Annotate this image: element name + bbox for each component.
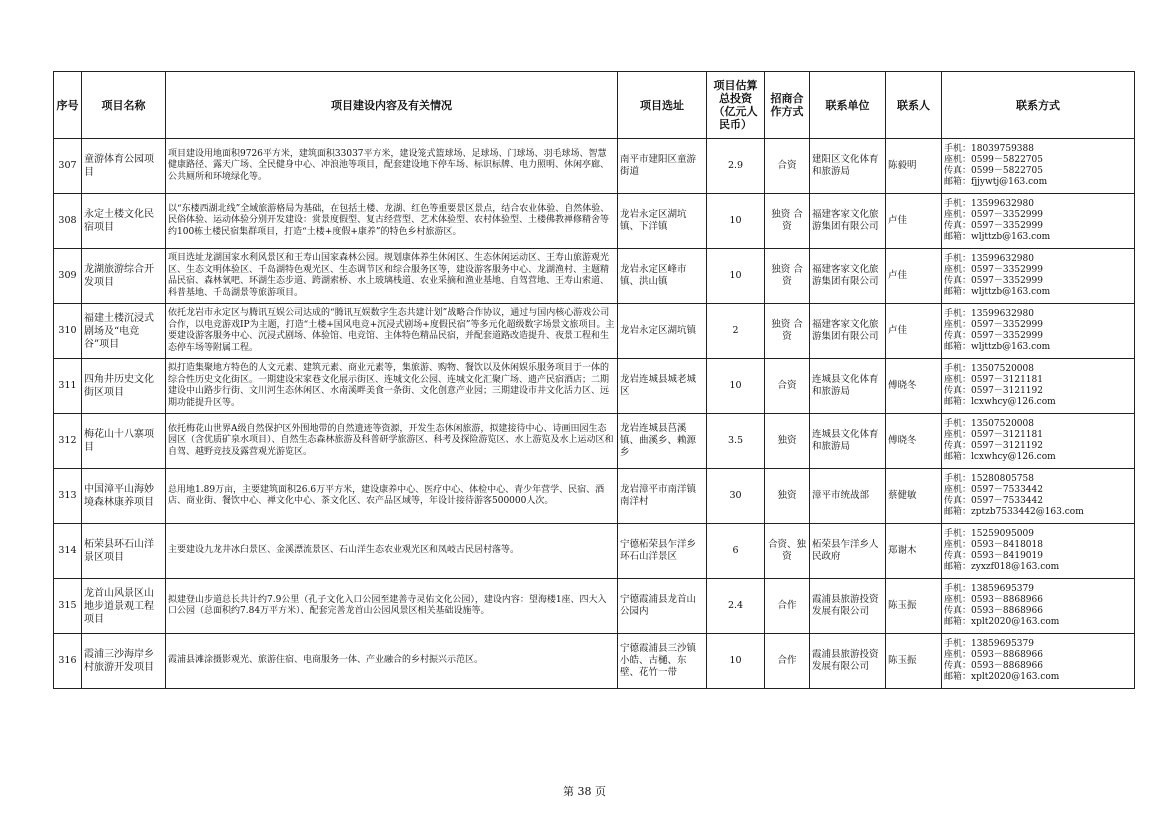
cell-no: 311 xyxy=(54,359,82,414)
cell-person: 陈玉振 xyxy=(886,579,942,634)
cell-unit: 福建客家文化旅游集团有限公司 xyxy=(810,304,886,359)
cell-contact xyxy=(942,634,1135,689)
contact-phone: 手机：13599632980 xyxy=(944,199,1034,209)
cell-person: 蔡健敏 xyxy=(886,469,942,524)
contact-phone: 手机：13507520008 xyxy=(944,419,1034,429)
contact-tel: 座机：0599－5822705 xyxy=(944,155,1043,165)
cell-content: 项目建设用地面积9726平方米，建筑面积33037平方米，建设笼式篮球场、足球场、门球场、羽毛球场、智慧健康路径、露天广场、全民健身中心、冲浪池等项目，配套建设地下停车场、标识标牌、电力照明、休闲亭廊、公共厕所和环境绿化等。 xyxy=(166,139,618,194)
cell-unit: 福建客家文化旅游集团有限公司 xyxy=(810,194,886,249)
cell-unit: 霞浦县旅游投资发展有限公司 xyxy=(810,579,886,634)
cell-location: 龙岩永定区峰市镇、洪山镇 xyxy=(618,249,707,304)
cell-investment: 10 xyxy=(707,249,765,304)
cell-mode: 独资 合资 xyxy=(765,304,810,359)
cell-person: 陈玉振 xyxy=(886,634,942,689)
cell-location: 宁德霞浦县三沙镇小皓、古樋、东壁、花竹一带 xyxy=(618,634,707,689)
cell-name: 四角井历史文化街区项目 xyxy=(82,359,166,414)
cell-investment: 6 xyxy=(707,524,765,579)
cell-content: 拟建登山步道总长共计约7.9公里（孔子文化入口公园至建善寺灵佑文化公园），建设内容：望海楼1座、四大入口公园（总面积约7.84万平方米）、配套完善龙首山公园风景区相关基础设施等。 xyxy=(166,579,618,634)
contact-email: 邮箱：xplt2020@163.com xyxy=(944,617,1060,627)
cell-content: 拟打造集聚地方特色的人文元素、建筑元素、商业元素等，集旅游、购物、餐饮以及休闲娱乐服务项目于一体的综合性历史文化街区。一期建设宋家巷文化展示街区、连城文化公园、连城文化汇聚广场、遗产民宿酒店；二期建设中山路步行街、文川河生态休闲区、水南溪畔美食一条街、文化创意产业园；三期建设市井文化活力区、远期功能提升区等。 xyxy=(166,359,618,414)
table-row xyxy=(54,304,1135,359)
cell-investment: 3.5 xyxy=(707,414,765,469)
cell-location: 南平市建阳区童游街道 xyxy=(618,139,707,194)
contact-tel: 座机：0597－7533442 xyxy=(944,485,1043,495)
cell-name: 童游体育公园项目 xyxy=(82,139,166,194)
contact-phone: 手机：15259095009 xyxy=(944,529,1034,539)
contact-phone: 手机：15280805758 xyxy=(944,474,1034,484)
table-row xyxy=(54,249,1135,304)
contact-phone: 手机：13599632980 xyxy=(944,309,1034,319)
cell-mode: 合作 xyxy=(765,579,810,634)
page-number: 第 38 页 xyxy=(563,785,606,798)
table-row xyxy=(54,194,1135,249)
cell-name: 中国漳平山海妙境森林康养项目 xyxy=(82,469,166,524)
cell-location: 龙岩连城县城老城区 xyxy=(618,359,707,414)
contact-fax: 传真：0597－3121192 xyxy=(944,441,1043,451)
contact-email: 邮箱：zptzb7533442@163.com xyxy=(944,507,1084,517)
cell-content: 总用地1.89万亩，主要建筑面积26.6万平方米，建设康养中心、医疗中心、体检中心、青少年营学、民宿、酒店、商业街、餐饮中心、禅文化中心、茶文化区、农产品区域等，年设计接待游客500000人次。 xyxy=(166,469,618,524)
contact-email: 邮箱：xplt2020@163.com xyxy=(944,672,1060,682)
header-name: 项目名称 xyxy=(82,72,166,139)
table-row xyxy=(54,359,1135,414)
cell-investment: 2 xyxy=(707,304,765,359)
cell-contact xyxy=(942,304,1135,359)
contact-fax: 传真：0597－7533442 xyxy=(944,496,1043,506)
cell-name: 龙首山风景区山地步道景观工程项目 xyxy=(82,579,166,634)
cell-person: 傅晓冬 xyxy=(886,414,942,469)
cell-no: 315 xyxy=(54,579,82,634)
table-row xyxy=(54,524,1135,579)
cell-no: 309 xyxy=(54,249,82,304)
contact-phone: 手机：13859695379 xyxy=(944,584,1034,594)
contact-fax: 传真：0597－3121192 xyxy=(944,386,1043,396)
cell-no: 312 xyxy=(54,414,82,469)
cell-person: 郑谢木 xyxy=(886,524,942,579)
cell-mode: 合作 xyxy=(765,634,810,689)
cell-content: 依托龙岩市永定区与腾讯互娱公司达成的“腾讯互娱数字生态共建计划”战略合作协议，通过与国内核心游戏公司合作，以电竞游戏IP为主题，打造“土楼+国风电竞+沉浸式剧场+度假民宿”等多元化超级数字场景文旅项目。主要建设游客服务中心、沉浸式剧场、体验馆、电竞馆、主体特色精品民宿，并配套道路改造提升、夜景工程和生态停车场等附属工程。 xyxy=(166,304,618,359)
cell-location: 龙岩永定区湖坑镇 xyxy=(618,304,707,359)
cell-name: 霞浦三沙海岸乡村旅游开发项目 xyxy=(82,634,166,689)
cell-no: 307 xyxy=(54,139,82,194)
table-row xyxy=(54,634,1135,689)
contact-email: 邮箱：lcxwhcy@126.com xyxy=(944,452,1056,462)
cell-person: 卢佳 xyxy=(886,304,942,359)
cell-no: 316 xyxy=(54,634,82,689)
cell-unit: 建阳区文化体育和旅游局 xyxy=(810,139,886,194)
contact-tel: 座机：0597－3352999 xyxy=(944,210,1043,220)
contact-email: 邮箱：fjjywtj@163.com xyxy=(944,177,1048,187)
cell-person: 卢佳 xyxy=(886,194,942,249)
cell-name: 柘荣县环石山洋景区项目 xyxy=(82,524,166,579)
header-person: 联系人 xyxy=(886,72,942,139)
cell-mode: 独资 合资 xyxy=(765,194,810,249)
contact-tel: 座机：0597－3121181 xyxy=(944,375,1043,385)
cell-unit: 霞浦县旅游投资发展有限公司 xyxy=(810,634,886,689)
contact-tel: 座机：0593－8868966 xyxy=(944,650,1043,660)
contact-tel: 座机：0593－8418018 xyxy=(944,540,1043,550)
cell-mode: 合资 xyxy=(765,359,810,414)
contact-tel: 座机：0593－8868966 xyxy=(944,595,1043,605)
cell-investment: 30 xyxy=(707,469,765,524)
header-content: 项目建设内容及有关情况 xyxy=(166,72,618,139)
cell-content: 主要建设九龙井冰臼景区、金溪漂流景区、石山洋生态农业观光区和凤岐古民居村落等。 xyxy=(166,524,618,579)
header-no: 序号 xyxy=(54,72,82,139)
cell-person: 傅晓冬 xyxy=(886,359,942,414)
cell-location: 龙岩永定区湖坑镇、下洋镇 xyxy=(618,194,707,249)
cell-location: 宁德霞浦县龙首山公园内 xyxy=(618,579,707,634)
contact-email: 邮箱：zyxzf018@163.com xyxy=(944,562,1060,572)
cell-contact xyxy=(942,524,1135,579)
cell-content: 以“东楼西湖北线”全域旅游格局为基础，在包括土楼、龙湖、红色等重要景区景点，结合农业体验、自然体验、民俗体验、运动体验分别开发建设：赏景度假型、复古经营型、艺术体验型、农村体验型、土楼佛教禅修精舍等约100栋土楼民宿集群项目，打造“土楼+度假+康养”的特色乡村旅游区。 xyxy=(166,194,618,249)
cell-investment: 10 xyxy=(707,634,765,689)
cell-name: 永定土楼文化民宿项目 xyxy=(82,194,166,249)
cell-contact xyxy=(942,249,1135,304)
cell-no: 308 xyxy=(54,194,82,249)
cell-mode: 合资 xyxy=(765,139,810,194)
contact-fax: 传真：0599－5822705 xyxy=(944,166,1043,176)
cell-location: 宁德柘荣县乍洋乡环石山洋景区 xyxy=(618,524,707,579)
cell-mode: 独资 xyxy=(765,414,810,469)
table-row xyxy=(54,579,1135,634)
contact-email: 邮箱：wljttzb@163.com xyxy=(944,287,1051,297)
header-investment: 项目估算总投资（亿元人民币） xyxy=(707,72,765,139)
cell-mode: 独资 xyxy=(765,469,810,524)
cell-no: 314 xyxy=(54,524,82,579)
cell-no: 310 xyxy=(54,304,82,359)
header-location: 项目选址 xyxy=(618,72,707,139)
cell-unit: 漳平市统战部 xyxy=(810,469,886,524)
contact-tel: 座机：0597－3121181 xyxy=(944,430,1043,440)
contact-tel: 座机：0597－3352999 xyxy=(944,265,1043,275)
table-row xyxy=(54,469,1135,524)
cell-name: 福建土楼沉浸式剧场及“电竞谷”项目 xyxy=(82,304,166,359)
cell-person: 卢佳 xyxy=(886,249,942,304)
cell-contact xyxy=(942,194,1135,249)
contact-tel: 座机：0597－3352999 xyxy=(944,320,1043,330)
cell-investment: 2.4 xyxy=(707,579,765,634)
cell-unit: 福建客家文化旅游集团有限公司 xyxy=(810,249,886,304)
cell-investment: 2.9 xyxy=(707,139,765,194)
cell-contact xyxy=(942,414,1135,469)
cell-contact xyxy=(942,579,1135,634)
contact-phone: 手机：13859695379 xyxy=(944,639,1034,649)
contact-fax: 传真：0597－3352999 xyxy=(944,331,1043,341)
contact-email: 邮箱：wljttzb@163.com xyxy=(944,342,1051,352)
cell-location: 龙岩连城县莒溪镇、曲溪乡、赖源乡 xyxy=(618,414,707,469)
contact-phone: 手机：13599632980 xyxy=(944,254,1034,264)
cell-investment: 10 xyxy=(707,359,765,414)
cell-mode: 合资、独资 xyxy=(765,524,810,579)
cell-content: 霞浦县滩涂摄影观光、旅游住宿、电商服务一体、产业融合的乡村振兴示范区。 xyxy=(166,634,618,689)
cell-content: 依托梅花山世界A级自然保护区外围地带的自然遗迹等资源，开发生态休闲旅游，拟建接待中心、诗画田园生态园区（含优质矿泉水项目）、自然生态森林旅游及科普研学旅游区、科考及探险游览区、水上游览及水上运动区和自驾、越野竞技及露营观光游览区。 xyxy=(166,414,618,469)
cell-contact xyxy=(942,139,1135,194)
cell-name: 龙湖旅游综合开发项目 xyxy=(82,249,166,304)
cell-location: 龙岩漳平市南洋镇南洋村 xyxy=(618,469,707,524)
header-mode: 招商合作方式 xyxy=(765,72,810,139)
cell-content: 项目选址龙湖国家水利风景区和王寿山国家森林公园。规划康体养生休闲区、生态休闲运动区、王寿山旅游观光区、生态文明体验区、千岛湖特色观光区、生态调节区和综合服务区等，建设游客服务中心、龙湖渔村、主题精品民宿、森林氧吧、环湖生态步道、跨湖索桥、水上玻璃栈道、农业采摘和渔业基地、自驾营地、王寿山索道、科普基地、千岛湖景等旅游项目。 xyxy=(166,249,618,304)
contact-fax: 传真：0593－8419019 xyxy=(944,551,1043,561)
cell-unit: 柘荣县乍洋乡人民政府 xyxy=(810,524,886,579)
cell-unit: 连城县文化体育和旅游局 xyxy=(810,414,886,469)
cell-contact xyxy=(942,359,1135,414)
cell-unit: 连城县文化体育和旅游局 xyxy=(810,359,886,414)
contact-fax: 传真：0597－3352999 xyxy=(944,276,1043,286)
contact-email: 邮箱：wljttzb@163.com xyxy=(944,232,1051,242)
cell-person: 陈毅明 xyxy=(886,139,942,194)
contact-fax: 传真：0597－3352999 xyxy=(944,221,1043,231)
header-contact: 联系方式 xyxy=(942,72,1135,139)
contact-phone: 手机：18039759388 xyxy=(944,144,1034,154)
projects-table xyxy=(53,71,1135,689)
contact-email: 邮箱：lcxwhcy@126.com xyxy=(944,397,1056,407)
cell-no: 313 xyxy=(54,469,82,524)
table-row xyxy=(54,139,1135,194)
header-row xyxy=(54,72,1135,139)
contact-fax: 传真：0593－8868966 xyxy=(944,606,1043,616)
contact-phone: 手机：13507520008 xyxy=(944,364,1034,374)
cell-investment: 10 xyxy=(707,194,765,249)
cell-name: 梅花山十八寨项目 xyxy=(82,414,166,469)
contact-fax: 传真：0593－8868966 xyxy=(944,661,1043,671)
table-row xyxy=(54,414,1135,469)
header-unit: 联系单位 xyxy=(810,72,886,139)
cell-contact xyxy=(942,469,1135,524)
cell-mode: 独资 合资 xyxy=(765,249,810,304)
